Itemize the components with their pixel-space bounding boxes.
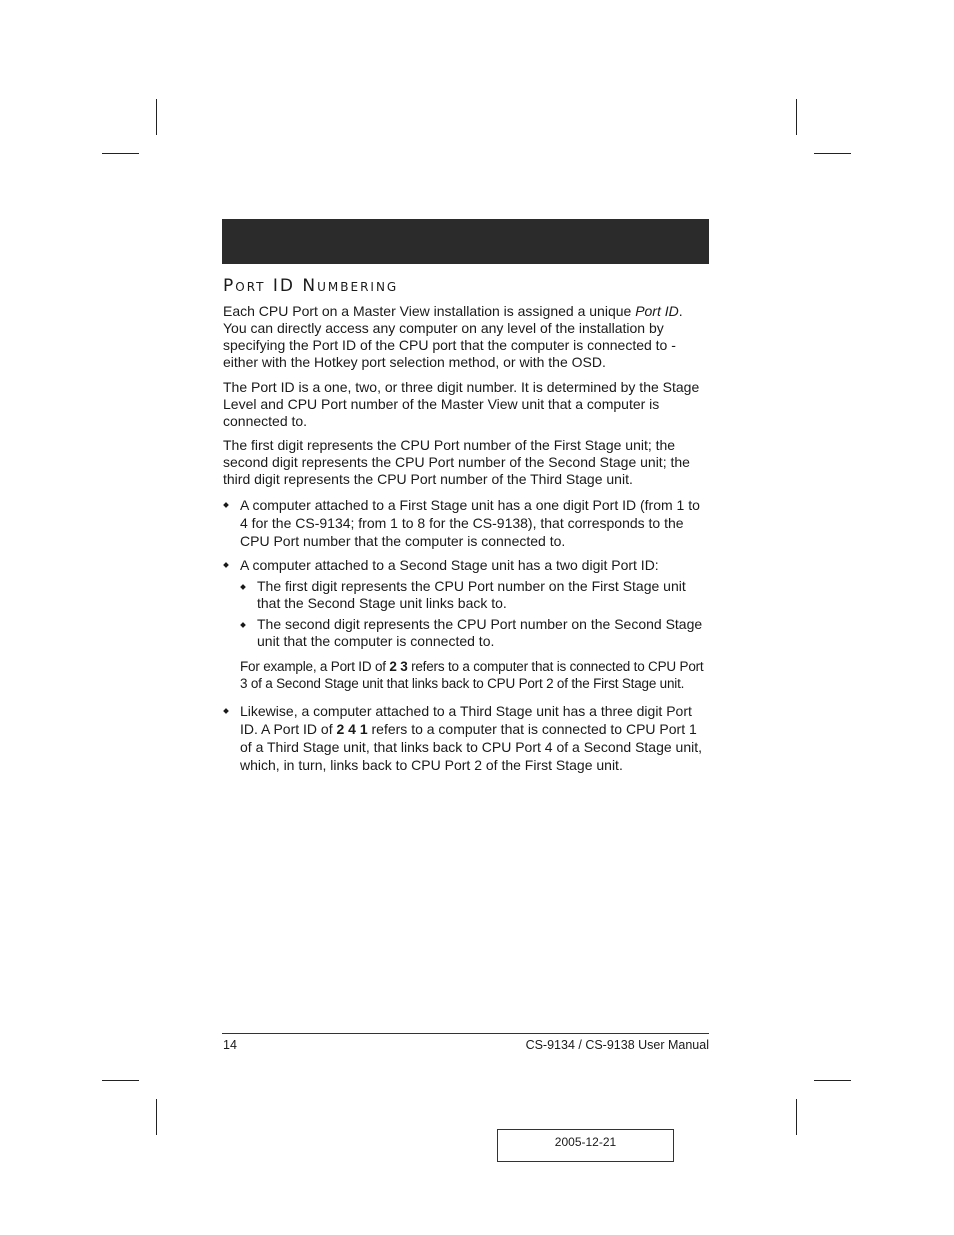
bullet-list	[223, 496, 709, 774]
list-item: A computer attached to a First Stage unit has a one digit Port ID (from 1 to 4 for the CS-9134; from 1 to 8 for the CS-9138), that corresponds to the CPU Port number that the computer is connected to.	[223, 496, 709, 550]
section-title: Port ID Numbering	[223, 276, 399, 296]
list-item: Likewise, a computer attached to a Third Stage unit has a three digit Port ID. A Port ID of 2 4 1 refers to a computer that is connected to CPU Port 1 of a Third Stage unit, that links back to CPU Port 4 of a Second Stage unit, which, in turn, links back to CPU Port 2 of the First Stage unit.	[223, 702, 709, 774]
crop-mark	[156, 99, 157, 135]
paragraph: The Port ID is a one, two, or three digit number. It is determined by the Stage Level and CPU Port number of the Master View unit that a computer is connected to.	[223, 378, 700, 429]
paragraph: Each CPU Port on a Master View installation is assigned a unique Port ID. You can directly access any computer on any level of the installation by specifying the Port ID of the CPU port that the computer is connected to - either with the Hotkey port selection method, or with the OSD.	[223, 303, 683, 370]
italic-term: Port ID	[635, 303, 679, 319]
crop-mark	[814, 153, 851, 154]
date-stamp: 2005-12-21	[497, 1129, 674, 1162]
chapter-header-bar	[222, 219, 709, 264]
list-item: A computer attached to a Second Stage unit has a two digit Port ID: The first digit represents the CPU Port number on the First Stage unit that the Second Stage unit links back to. The second digit represents the CPU Port number on the Second Stage unit that the computer is connected to. For example, a Port ID of 2 3 refers to a computer that is connected to CPU Port 3 of a Second Stage unit that links back to CPU Port 2 of the First Stage unit.	[223, 556, 709, 692]
sub-bullet-list	[240, 578, 709, 650]
port-id-example: 2 4 1	[336, 720, 368, 737]
port-id-example: 2 3	[389, 658, 408, 674]
sub-list-item: The first digit represents the CPU Port number on the First Stage unit that the Second Stage unit links back to.	[240, 578, 709, 612]
crop-mark	[102, 153, 139, 154]
body-content	[223, 303, 709, 780]
manual-title: CS-9134 / CS-9138 User Manual	[525, 1038, 709, 1052]
crop-mark	[814, 1080, 851, 1081]
crop-mark	[796, 1099, 797, 1135]
crop-mark	[102, 1080, 139, 1081]
page-number: 14	[223, 1038, 237, 1052]
sub-list-item: The second digit represents the CPU Port number on the Second Stage unit that the computer is connected to.	[240, 616, 709, 650]
crop-mark	[796, 99, 797, 135]
paragraph: The first digit represents the CPU Port number of the First Stage unit; the second digit represents the CPU Port number of the Second Stage unit; the third digit represents the CPU Port number of the Third Stage unit.	[223, 437, 690, 487]
example-note: For example, a Port ID of 2 3 refers to a computer that is connected to CPU Port 3 of a Second Stage unit that links back to CPU Port 2 of the First Stage unit.	[240, 658, 704, 691]
crop-mark	[156, 1099, 157, 1135]
footer-rule	[222, 1033, 709, 1034]
